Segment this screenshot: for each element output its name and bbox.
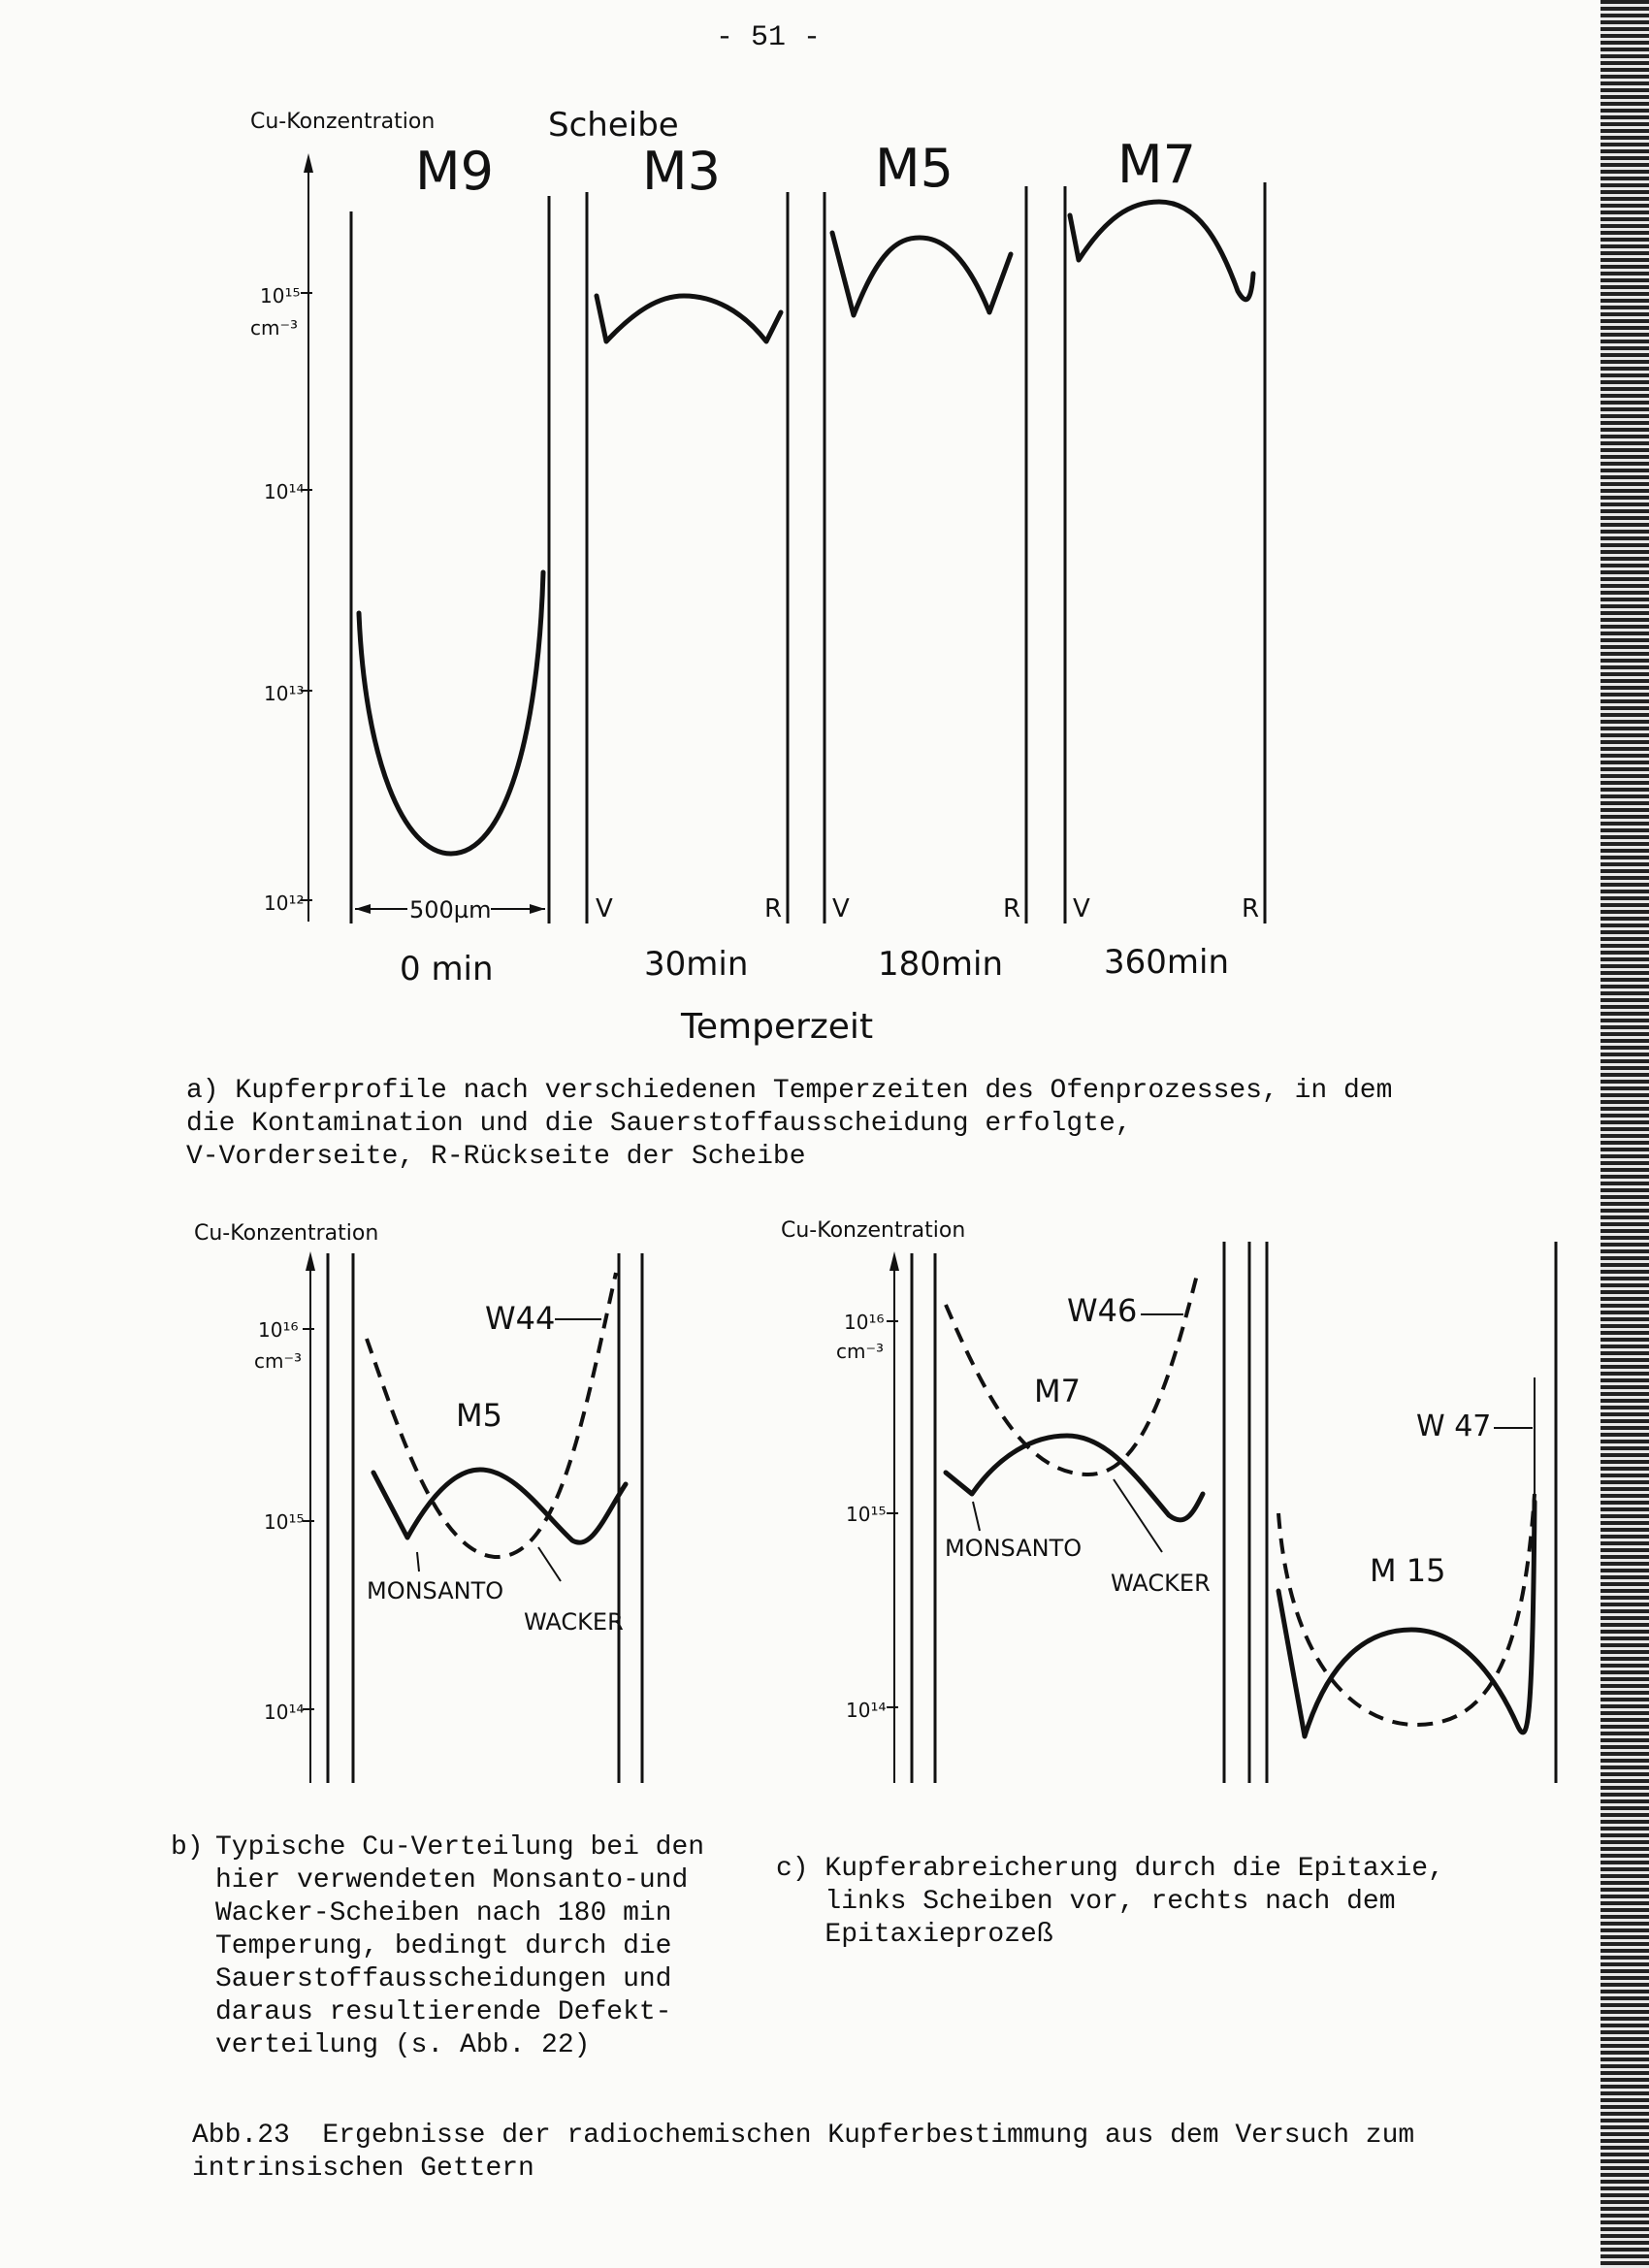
profile-curve-m7 bbox=[1070, 202, 1253, 300]
figure-c-caption: c) Kupferabreicherung durch die Epitaxie, links Scheiben vor, rechts nach dem Epitaxieprozeß bbox=[776, 1854, 1444, 1950]
scale-bar-label: 500µm bbox=[409, 896, 492, 923]
fig-a-unit: cm⁻³ bbox=[250, 316, 299, 340]
back-side-label: R bbox=[764, 894, 783, 923]
fig-a-tick-label: 10¹⁵ bbox=[260, 284, 301, 308]
figure-c bbox=[781, 1218, 1556, 1783]
scale-bar-arrow bbox=[355, 904, 371, 914]
profile-curve-m7 bbox=[946, 1436, 1203, 1520]
profile-curve-m3 bbox=[597, 296, 781, 341]
fig-b-y-axis-arrow bbox=[306, 1251, 315, 1271]
time-label-m9: 0 min bbox=[400, 950, 494, 988]
leader-line bbox=[417, 1552, 419, 1571]
label-m5: M5 bbox=[456, 1397, 502, 1434]
page-number: - 51 - bbox=[716, 21, 822, 54]
fig-a-x-title: Temperzeit bbox=[681, 1007, 874, 1047]
fig-a-scheibe-label: Scheibe bbox=[548, 106, 679, 145]
label-m15: M 15 bbox=[1370, 1552, 1446, 1589]
fig-a-tick-label: 10¹⁴ bbox=[264, 480, 305, 503]
label-m7: M7 bbox=[1034, 1373, 1081, 1409]
back-side-label: R bbox=[1242, 894, 1260, 923]
sample-label-m3: M3 bbox=[642, 141, 721, 202]
fig-c-y-axis-arrow bbox=[889, 1251, 899, 1271]
figure-b-caption-label: b) bbox=[171, 1832, 204, 1863]
fig-a-tick-label: 10¹³ bbox=[264, 682, 305, 705]
fig-c-tick-label: 10¹⁶ bbox=[844, 1311, 885, 1334]
profile-curve-m15 bbox=[1278, 1502, 1535, 1736]
label-wacker: WACKER bbox=[1111, 1570, 1211, 1597]
figure-a-caption: a) Kupferprofile nach verschiedenen Temperzeiten des Ofenprozesses, in dem die Kontamination und die Sauerstoffausscheidung erfolgte, V-Vorderseite, R-Rückseite der Scheibe bbox=[186, 1076, 1393, 1172]
time-label-m3: 30min bbox=[644, 945, 749, 984]
label-wacker: WACKER bbox=[524, 1608, 624, 1636]
figure-b-caption: Typische Cu-Verteilung bei den hier verwendeten Monsanto-und Wacker-Scheiben nach 180 min Temperung, bedingt durch die Sauerstoffausscheidungen und daraus resultierende Defekt- verteilung (s. Abb. 22) bbox=[215, 1832, 705, 2060]
fig-a-tick-label: 10¹² bbox=[264, 891, 305, 915]
figure-b bbox=[194, 1221, 642, 1783]
label-monsanto: MONSANTO bbox=[367, 1577, 504, 1604]
fig-c-y-axis-label: Cu-Konzentration bbox=[781, 1218, 966, 1243]
label-monsanto: MONSANTO bbox=[945, 1535, 1083, 1562]
label-w47: W 47 bbox=[1416, 1409, 1492, 1443]
fig-c-tick-label: 10¹⁵ bbox=[846, 1503, 887, 1526]
front-side-label: V bbox=[1073, 894, 1090, 923]
fig-a-y-axis-label: Cu-Konzentration bbox=[250, 110, 436, 134]
sample-label-m9: M9 bbox=[415, 141, 494, 202]
fig-b-y-axis-label: Cu-Konzentration bbox=[194, 1221, 379, 1246]
fig-b-unit: cm⁻³ bbox=[254, 1349, 303, 1373]
leader-line bbox=[538, 1547, 561, 1581]
front-side-label: V bbox=[832, 894, 850, 923]
profile-curve-m5 bbox=[373, 1470, 626, 1542]
scale-bar-arrow bbox=[530, 904, 545, 914]
sample-label-m7: M7 bbox=[1117, 134, 1196, 195]
back-side-label: R bbox=[1003, 894, 1021, 923]
fig-b-tick-label: 10¹⁵ bbox=[264, 1510, 305, 1534]
figure-23-caption: Abb.23 Ergebnisse der radiochemischen Kupferbestimmung aus dem Versuch zum intrinsischen Gettern bbox=[192, 2121, 1415, 2184]
fig-c-tick-label: 10¹⁴ bbox=[846, 1699, 887, 1722]
label-w44: W44 bbox=[485, 1300, 556, 1337]
fig-a-y-axis-arrow bbox=[304, 153, 313, 173]
profile-curve-m5 bbox=[832, 233, 1011, 315]
fig-b-tick-label: 10¹⁶ bbox=[258, 1318, 299, 1342]
leader-line bbox=[973, 1502, 980, 1531]
leader-line bbox=[1114, 1479, 1162, 1552]
time-label-m5: 180min bbox=[878, 945, 1004, 984]
figure-a bbox=[250, 106, 1265, 1047]
sample-label-m5: M5 bbox=[875, 138, 954, 199]
profile-curve-m9 bbox=[359, 572, 543, 854]
fig-c-unit: cm⁻³ bbox=[836, 1340, 885, 1363]
time-label-m7: 360min bbox=[1104, 943, 1230, 982]
front-side-label: V bbox=[596, 894, 613, 923]
label-w46: W46 bbox=[1067, 1292, 1138, 1329]
fig-b-tick-label: 10¹⁴ bbox=[264, 1701, 305, 1724]
